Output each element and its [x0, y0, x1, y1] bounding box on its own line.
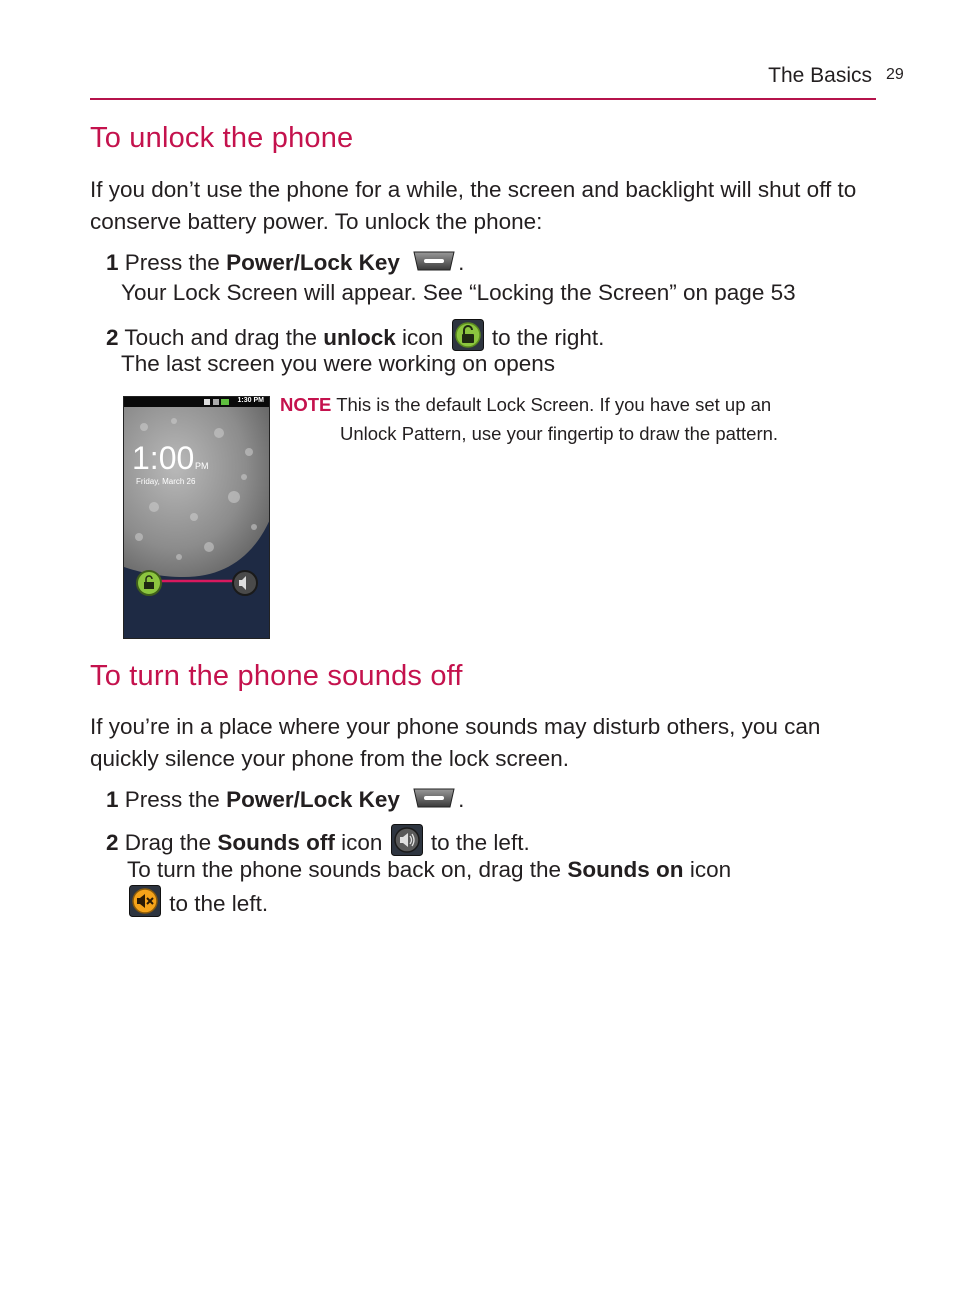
section2-step2-detail: [127, 855, 731, 885]
sounds-on-icon: [129, 885, 161, 917]
section1-intro: If you don’t use the phone for a while, the screen and backlight will shut off to conserve battery power. To unlock the phone:: [90, 177, 857, 234]
section-title-unlock: To unlock the phone: [90, 122, 354, 154]
note: [280, 390, 860, 419]
section2-step2: [106, 824, 530, 858]
section2-step2-detail-end: [127, 885, 268, 919]
page-header: [90, 62, 876, 100]
note-line2: Unlock Pattern, use your fingertip to draw the pattern.: [340, 423, 779, 444]
lock-screen-illustration: [124, 397, 270, 639]
section1-step2-detail: The last screen you were working on opens: [121, 351, 555, 376]
step-text-end: .: [458, 787, 465, 812]
section-title-sounds-off: To turn the phone sounds off: [90, 660, 463, 692]
step-text-end: to the left.: [430, 830, 530, 855]
lock-screen-screenshot: [123, 396, 270, 639]
step-text: Touch and drag the: [124, 325, 324, 350]
detail-text: To turn the phone sounds back on, drag the: [127, 857, 568, 882]
step-number: 1: [106, 250, 119, 275]
sounds-off-icon: [391, 824, 423, 856]
lock-clock-ampm: PM: [195, 461, 209, 471]
step-key-name: Power/Lock Key: [226, 787, 400, 812]
section1-step1: [106, 248, 464, 278]
step-text-end: to the right.: [491, 325, 605, 350]
lock-date: Friday, March 26: [136, 477, 196, 486]
section2-intro: If you’re in a place where your phone sounds may disturb others, you can quickly silence your phone from the lock screen.: [90, 714, 821, 771]
step-number: 2: [106, 325, 119, 350]
header-section-title: The Basics: [768, 64, 872, 87]
status-bar-time: 1:30 PM: [237, 397, 264, 404]
step-key-name: unlock: [323, 325, 396, 350]
section1-step2: [106, 319, 604, 353]
section2-step1: [106, 785, 464, 815]
step-key-name: Power/Lock Key: [226, 250, 400, 275]
detail-end-text: to the left.: [169, 891, 269, 916]
detail-text-mid: icon: [683, 857, 732, 882]
note-label: NOTE: [280, 394, 332, 415]
step-number: 1: [106, 787, 119, 812]
step-number: 2: [106, 830, 119, 855]
section1-step1-detail: Your Lock Screen will appear. See “Locking the Screen” on page 53: [121, 280, 796, 305]
note-line1: This is the default Lock Screen. If you have set up an: [336, 394, 772, 415]
step-text: Drag the: [124, 830, 218, 855]
power-lock-key-icon: [412, 250, 456, 272]
power-lock-key-icon: [412, 787, 456, 809]
step-text: Press the: [124, 787, 227, 812]
unlock-icon: [452, 319, 484, 351]
step-key-name: Sounds off: [217, 830, 335, 855]
step-text-mid: icon: [395, 325, 444, 350]
step-text-end: .: [458, 250, 465, 275]
detail-bold: Sounds on: [567, 857, 684, 882]
step-text: Press the: [124, 250, 227, 275]
step-text-mid: icon: [334, 830, 383, 855]
page-number: 29: [886, 66, 904, 83]
lock-clock: 1:00: [132, 440, 195, 476]
